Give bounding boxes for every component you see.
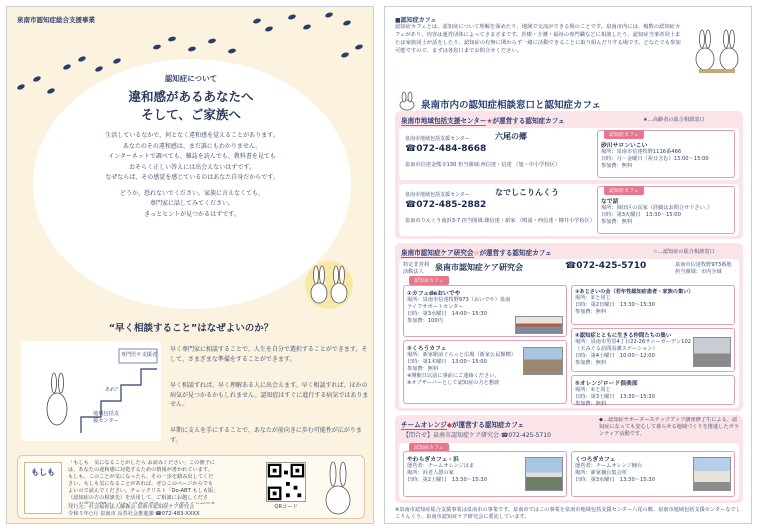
intro-line: なぜならば、その感覚を感じているのはあなた自身だからです。 — [105, 174, 279, 181]
center-org: 泉南市地域包括支援センター — [405, 192, 470, 198]
block2-heading — [401, 247, 552, 257]
intro-line: どうか、恐れないでください。家族に言えなくても、 — [119, 189, 264, 197]
cafe-item-line: 日時：第4土曜日 10:00～12:00 — [575, 353, 655, 360]
cafe-item-line: 日時：第1木曜日 13:00～15:00 — [407, 359, 487, 366]
moshimo-box — [17, 455, 365, 519]
cafe-name: 砂川サロンいこい — [601, 143, 648, 149]
cafe-tag: 認知症カフェ — [604, 130, 644, 139]
org-name: 泉南市認知症ケア研究会 — [435, 263, 523, 272]
center-name: なでしこりんくう — [495, 188, 559, 197]
center-phone[interactable]: ☎072-484-8668 — [405, 144, 487, 154]
cafe-tag: 認知症カフェ — [409, 276, 449, 285]
block1-heading-org: 泉南市地域包括支援センター — [401, 117, 487, 125]
stairs-label-mid: あれ？ — [105, 387, 121, 393]
cafe-line: 日時：月～金曜日（祝日含む）13:00～15:00 — [601, 156, 709, 163]
moshimo-booklet — [24, 462, 62, 514]
block3-heading-org: チームオレンジ — [401, 421, 447, 429]
intro-line: 生活しているなかで、何となく違和感を覚えることがあります。 — [105, 132, 279, 139]
cafe-card — [597, 186, 735, 234]
building-photo — [693, 457, 731, 491]
cafe-item-line: 日時：第3水曜日 13:30～15:30 — [575, 477, 655, 484]
org-phone[interactable]: ☎072-425-5710 — [565, 261, 647, 271]
block3-heading — [401, 419, 524, 429]
moshimo-text: 「もしも 気になることがしたら お読みください」この冊子には、あなたの違和感に対処するための情報が書かれています。もしも、このことが気になったら、その一歩を踏み出してください。もしも気になることがあれば、ぜひこのページからでもよいので読んでください。チェックリスト「Do-ABT もしも版」（認知症の方の相談先）を活用して、ご相談にお越しくださ — [68, 460, 216, 502]
qr-label: QRコード — [274, 504, 298, 510]
cafe-item-line: 運営者：チームオレンジ楠台 — [575, 463, 643, 469]
cafe-item-title: ④認知症とともに生きる仲間たちの集い — [575, 333, 672, 339]
org-small: 特定非営利活動法人 — [403, 262, 429, 276]
cafe-name: なで話 — [601, 199, 619, 205]
cafe-item-line: 場所：①と同じ — [575, 295, 611, 301]
rabbits-table-illustration — [689, 21, 745, 81]
center-address: 泉南市信達金熊寺130 担当圏域:西信達・信達 （旭・中小学校区） — [405, 162, 561, 168]
block1-note: ★…高齢者の総合相談窓口 — [643, 117, 705, 123]
block-team-orange — [395, 415, 743, 503]
cafe-line: 場所：泉南市信達牧野1116番466 — [601, 149, 682, 155]
cafe-item-3 — [571, 285, 735, 325]
cafe-item-title: ⑤オレンジロード倶楽部 — [575, 381, 638, 387]
team-cafe-2 — [571, 451, 735, 497]
intro-line: インターネットで調べても、雑誌を読んでも、教科書を見ても — [108, 153, 276, 160]
cafe-tag: 認知症カフェ — [409, 443, 449, 452]
main-title: 泉南市内の認知症相談窓口と認知症カフェ — [421, 100, 602, 111]
cafe-item-line: ※開催日以前に事前にご連絡ください。 — [407, 373, 500, 380]
building-photo — [525, 457, 563, 491]
right-page — [384, 6, 752, 524]
care-kenkyukai-card — [399, 259, 739, 408]
block2-heading-org: 泉南市認知症ケア研究会 — [401, 249, 474, 257]
cafe-item-line: 場所：浜老人憩の家 — [407, 470, 454, 477]
cafe-item-line: 日時：第3水曜日 14:00～15:30 — [407, 311, 487, 318]
cafe-item-line: 日時：第2日曜日 13:30～15:30 — [575, 302, 655, 309]
main-title-line1: 違和感があるあなたへ — [128, 89, 254, 104]
cafe-item-line: 参加費：無料 — [575, 309, 607, 316]
qr-code[interactable] — [266, 462, 306, 502]
cafe-section-head: ■認知症カフェ — [395, 17, 437, 24]
block-care-kenkyukai — [395, 243, 743, 411]
main-title-line2: そして、ご家族へ — [141, 107, 241, 122]
cafe-line: 日時：第3火曜日 13:30～15:00 — [601, 212, 681, 219]
block2-heading-suffix: が運営する認知症カフェ — [479, 249, 552, 257]
intro-line: きっとヒントが見つかるはずです。 — [144, 210, 240, 218]
sub-title: 認知症について — [164, 74, 218, 83]
cafe-intro: 認知症カフェとは、認知症について理解を深めたり、地域で交流ができる場のことです。泉南市内には、複数の認知症カフェがあり、内容は運営団体によってさまざまです。医療・介護・福祉の専門職などに相談したり、認知症当事者同士または家族同士が話をしたり、認知症の有無に関わらず一緒に活動できることに取り組んだりする場です。どなたでも参加可能ですので、まずは各窓口までお問合せください。 — [395, 24, 681, 54]
cafe-item-line: 参加費：無料 — [575, 401, 607, 408]
team-orange-card — [399, 443, 739, 500]
section2-paragraph-3: 早期に支えを手にすることで、あなたが前向きに歩む可能性が広がります。 — [170, 427, 362, 444]
stairs-label-top: 専門医や支援者 — [120, 352, 158, 358]
building-photo — [523, 347, 563, 375]
cafe-item-line: 日時：第2土曜日 13:30～15:30 — [407, 477, 487, 484]
cafe-line: 参加費：無料 — [601, 163, 633, 170]
stairs-label-low: 地域包括支援センター — [93, 411, 119, 425]
center-address: 泉南市りんくう南浜3-7 担当圏域:雄信達・新家 （鳴滝・西信達・樽井小学校区） — [405, 218, 595, 224]
intro-line: あなたのその違和感は、まだ誰にもわかりません。 — [122, 142, 262, 150]
cafe-item-1 — [403, 285, 567, 337]
cafe-line: 場所：岡田区の民家（詳細はお問合せ下さい。） — [601, 205, 713, 211]
block-houkatsu — [395, 111, 743, 239]
cafe-item-line: ※オブザーバーとして認知症の方と懇談 — [407, 380, 500, 387]
block3-note: ◆…認知症サポーターステップアップ講座修了生による、認知症になっても安心して暮らせる地域づくりを推進したボランティア活動です。 — [599, 417, 739, 438]
moshimo-title: もしも — [31, 468, 55, 477]
building-photo — [693, 337, 731, 367]
cafe-item-title: ②くろうカフェ — [407, 346, 447, 352]
block2-note: ☆…認知症の総合相談窓口 — [653, 249, 715, 255]
cafe-item-4 — [571, 328, 735, 372]
star-icon: ★ — [486, 117, 493, 125]
cafe-item-title: ①カフェdeおいでや — [407, 291, 461, 297]
rabbit-icon — [314, 460, 362, 516]
diamond-icon: ◆ — [446, 421, 452, 429]
footer-contact: 令和５年○月 泉南市 長寿社会推進課 ☎072-483-XXXX — [68, 511, 200, 517]
cafe-item-line: 日時：第3土曜日 13:30～15:30 — [575, 394, 655, 401]
section2-paragraph-1: 早く専門家に相談することで、人生を自分で選択することができます。そして、さまざまな準備をすることができます。 — [170, 346, 368, 363]
intro-line: おそらく正しい答えには出会えないはずです。 — [129, 163, 255, 171]
center-org: 泉南市地域包括支援センター — [405, 136, 470, 142]
header-label: 泉南市認知症総合支援事業 — [17, 16, 95, 24]
block1-heading-suffix: が運営する認知症カフェ — [492, 117, 565, 125]
left-page — [6, 6, 374, 524]
center-card-rokuo — [399, 128, 739, 180]
footer-org: 発行元：社会福祉法人藤森会 泉南市認知症ケア研究会 — [68, 504, 195, 510]
cafe-item-line: 場所：新家駅前ぐらっと広場（新家公民館横） — [407, 352, 516, 358]
cafe-card — [597, 130, 735, 178]
cafe-item-line: 参加費：100円 — [407, 318, 443, 325]
cafe-item-line: 参加費：無料 — [407, 366, 439, 373]
footnote: ※泉南市認知症総合支援事業は泉南市の事業です。泉南市ではこの事業を泉南市地域包括支援センター六尾の郷、泉南市地域包括支援センターなでしこりんくう、泉南市認知症ケア研究会に委託しています。 — [395, 507, 741, 521]
cafe-item-2 — [403, 340, 567, 404]
intro-text — [47, 131, 337, 220]
cafe-item-line: 場所：泉南市男里4丁目22-26サニーガーデン102（天みぐる訪問看護ステーション） — [575, 339, 692, 353]
section2-paragraph-2: 早く相談すれば、早く理解ある人に出会えます。早く相談すれば、ほかの病気が見つかるかもしれません。認知症はすぐに進行する病気ではありません。 — [170, 382, 369, 409]
intro-line: 専門家に話してみてください。 — [149, 200, 234, 207]
center-card-nadeshiko — [399, 184, 739, 236]
cafe-item-title: ③あじさいの会（若年性認知症患者・家族の集い） — [575, 289, 694, 295]
qr-code-icon — [267, 463, 305, 501]
stairs-illustration — [21, 341, 161, 441]
cafe-item-title: やわらぎカフェ・浜 — [407, 457, 459, 463]
center-name: 六尾の郷 — [495, 132, 527, 141]
cafe-item-title: くつろぎカフェ — [575, 457, 616, 463]
cafe-item-5 — [571, 375, 735, 408]
cafe-tag: 認知症カフェ — [604, 186, 644, 195]
rabbits-illustration — [297, 255, 361, 309]
org-address: 泉南市信達牧野973番地 担当圏域：市内全域 — [675, 262, 732, 276]
cafe-line: 参加費：無料 — [601, 219, 633, 226]
block1-heading — [401, 115, 565, 125]
block3-inquiry: 【問合せ】泉南市認知症ケア研究会 ☎072-425-5710 — [403, 432, 551, 439]
star-outline-icon: ☆ — [473, 249, 480, 257]
cafe-item-line: 参加費：無料 — [575, 360, 607, 367]
rabbit-small-icon — [395, 91, 419, 111]
block3-heading-suffix: が運営する認知症カフェ — [451, 421, 525, 429]
team-cafe-1 — [403, 451, 567, 497]
cafe-item-line: 運営者：チームオレンジはま — [407, 463, 475, 469]
cafe-item-line: 場所：新家楠台集会所 — [575, 470, 627, 477]
cafe-item-line: 場所：①と同じ — [575, 387, 611, 393]
center-phone[interactable]: ☎072-485-2882 — [405, 200, 487, 210]
section2-title: “早く相談すること”はなぜよいのか？ — [108, 323, 274, 334]
cafe-item-line: 場所：泉南市信達牧野973（おいでや）泉南ライフサポートセンター — [407, 297, 511, 311]
building-photo — [515, 316, 563, 334]
